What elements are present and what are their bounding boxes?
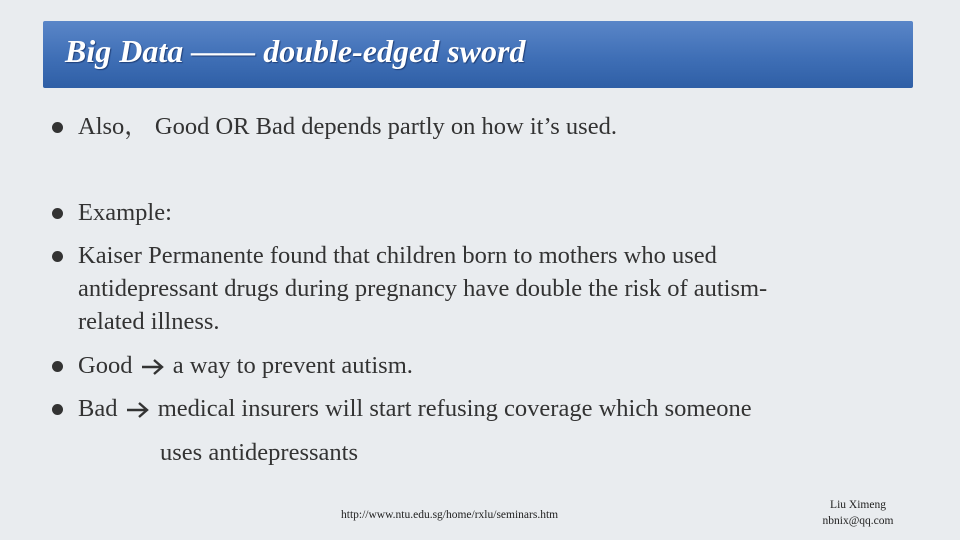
- bullet-continuation: uses antidepressants: [160, 439, 358, 466]
- bullet-text: [78, 349, 898, 382]
- author-name: Liu Ximeng: [830, 499, 886, 511]
- bullet-item: [46, 239, 906, 339]
- bullet-detail: medical insurers will start refusing coverage which someone: [157, 395, 752, 422]
- bullet-dot-icon: [52, 251, 63, 262]
- footer-url-link[interactable]: http://www.ntu.edu.sg/home/rxlu/seminars.htm: [341, 509, 559, 521]
- bullet-text: [78, 239, 898, 338]
- bullet-label: Bad: [78, 395, 118, 422]
- right-arrow-icon: [141, 358, 165, 376]
- footer-author: [806, 497, 910, 529]
- slide-title: Big Data —— double-edged sword: [65, 33, 526, 69]
- bullet-dot-icon: [52, 404, 63, 415]
- bullet-text-line: antidepressant drugs during pregnancy have double the risk of autism-: [78, 275, 768, 302]
- bullet-dot-icon: [52, 361, 63, 372]
- right-arrow-icon: [126, 401, 150, 419]
- bullet-text: [78, 392, 898, 425]
- bullet-text: Example:: [78, 199, 172, 226]
- bullet-dot-icon: [52, 122, 63, 133]
- bullet-detail: a way to prevent autism.: [172, 352, 413, 379]
- bullet-label: Good: [78, 352, 133, 379]
- bullet-text-line: related illness.: [78, 308, 220, 335]
- bullet-text-line: Kaiser Permanente found that children born to mothers who used: [78, 242, 717, 269]
- author-email: nbnix@qq.com: [822, 515, 894, 527]
- bullet-text: Also， Good OR Bad depends partly on how it’s used.: [78, 113, 617, 140]
- bullet-dot-icon: [52, 208, 63, 219]
